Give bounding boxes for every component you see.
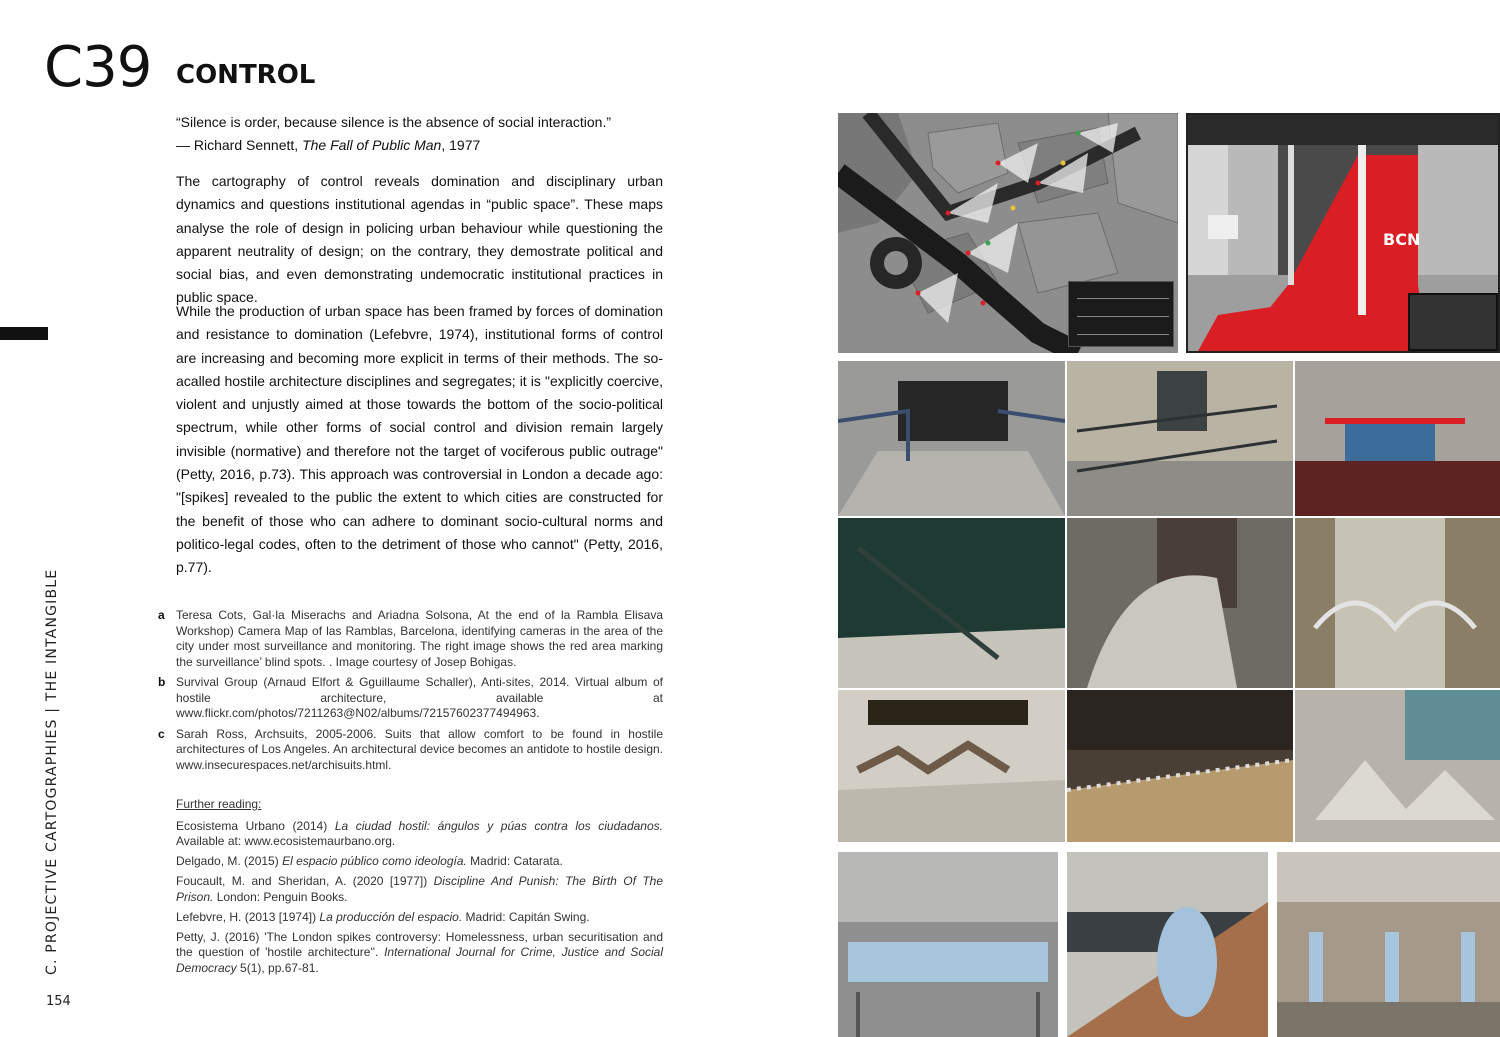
chapter-title: CONTROL xyxy=(176,60,316,90)
map-legend xyxy=(1068,281,1174,347)
caption-letter: a xyxy=(158,608,165,622)
bcn-sign: BCN xyxy=(1383,230,1421,249)
figure-captions xyxy=(158,608,663,778)
reference-item: Petty, J. (2016) 'The London spikes controversy: Homelessness, urban securitisation and the question of 'hostile architecture''. International Journal for Crime, Justice and Social Democracy 5(1), pp.67-81. xyxy=(176,929,664,975)
caption-c xyxy=(158,727,663,774)
attribution-title: The Fall of Public Man xyxy=(302,137,442,153)
reference-item: Foucault, M. and Sheridan, A. (2020 [1977]) Discipline And Punish: The Birth Of The Prison. London: Penguin Books. xyxy=(176,874,663,904)
reference-item: Ecosistema Urbano (2014) La ciudad hostil: ángulos y púas contra los ciudadanos. Available at: www.ecosistemaurbano.org. xyxy=(176,818,663,848)
further-reading-heading: Further reading: xyxy=(176,797,262,811)
epigraph-text: “Silence is order, because silence is the absence of social interaction.” xyxy=(176,114,612,130)
handrail-step-photo xyxy=(838,518,1065,688)
caption-b xyxy=(158,675,663,722)
bike-rack-bench-photo xyxy=(1295,518,1500,688)
caption-a xyxy=(158,608,663,670)
garage-ramp-photo xyxy=(838,361,1065,516)
map-thumbnail xyxy=(1408,293,1498,351)
attribution-author: — Richard Sennett, xyxy=(176,137,303,153)
camera-map-image xyxy=(838,113,1178,353)
epigraph-attribution xyxy=(176,134,666,157)
body-paragraph-1: The cartography of control reveals domination and disciplinary urban dynamics and questions institutional agendas in “public space”. These maps analyse the role of design in policing urban behaviour while questioning the apparent neutrality of design; on the contrary, they demostrate political and social bias, and even demonstrating undemocratic institutional practices in public space. xyxy=(176,173,663,306)
red-barrier-photo xyxy=(1295,361,1500,516)
reference-item: Lefebvre, H. (2013 [1974]) La producción del espacio. Madrid: Capitán Swing. xyxy=(176,909,590,924)
caption-letter: b xyxy=(158,675,166,689)
spiked-railing-photo xyxy=(1067,361,1293,516)
caption-text: Teresa Cots, Gal·la Miserachs and Ariadna Solsona, At the end of la Rambla Elisava Workshop) Camera Map of las Ramblas, Barcelona, identifying cameras in the area of the city under most surveillance and monitoring. The right image shows the red area marking the surveillance’ blind spots. . Image courtesy of Josep Bohigas. xyxy=(176,608,663,669)
epigraph xyxy=(176,111,666,157)
section-marker xyxy=(0,327,48,340)
chapter-code: C39 xyxy=(44,35,152,100)
stone-planter-photo xyxy=(838,690,1065,842)
body-paragraph-2: While the production of urban space has been framed by forces of domination and resistance to domination (Lefebvre, 1974), institutional forms of control are increasing and becoming more explicit in terms of their methods. The so-acalled hostile architecture disciplines and segregates; it is "explicitly coercive, violent and unjustly aimed at those towards the bottom of the socio-political spectrum, while other forms of social control and division remain largely invisible (normative) and therefore not the target of vociferous public outrage" (Petty, 2016, p.73). This approach was controversial in London a decade ago: "[spikes] revealed to the public the extent to which cities are constructed for the benefit of those who can adhere to dominant socio-cultural norms and politico-legal codes, often to the detriment of those who cannot" (Petty, 2016, p.77). xyxy=(176,303,663,576)
caption-letter: c xyxy=(158,726,165,741)
reference-item: Delgado, M. (2015) El espacio público como ideología. Madrid: Catarata. xyxy=(176,854,563,868)
section-running-head: C. PROJECTIVE CARTOGRAPHIES | THE INTANGIBLE xyxy=(44,568,60,975)
archsuit-wall-photo xyxy=(1277,852,1500,1037)
caption-text: Survival Group (Arnaud Elfort & Gguillaume Schaller), Anti-sites, 2014. Virtual album of hostile architecture, available at www.flickr.com/photos/7211263@N02/albums/72157602377494963. xyxy=(176,675,663,720)
caption-text: Sarah Ross, Archsuits, 2005-2006. Suits that allow comfort to be found in hostile architectures of Los Angeles. An architectural device becomes an antidote to hostile design. www.insecurespaces.net/archisuits.html. xyxy=(176,726,663,772)
page-number: 154 xyxy=(46,994,71,1009)
spiked-ledge-photo xyxy=(1067,690,1293,842)
archsuit-ramp-photo xyxy=(1067,852,1268,1037)
further-reading xyxy=(176,797,663,981)
sloped-wall-photo xyxy=(1067,518,1293,688)
blind-spot-photo xyxy=(1186,113,1500,353)
angled-bench-photo xyxy=(1295,690,1500,842)
archsuit-bench-photo xyxy=(838,852,1058,1037)
attribution-year: , 1977 xyxy=(441,137,481,153)
